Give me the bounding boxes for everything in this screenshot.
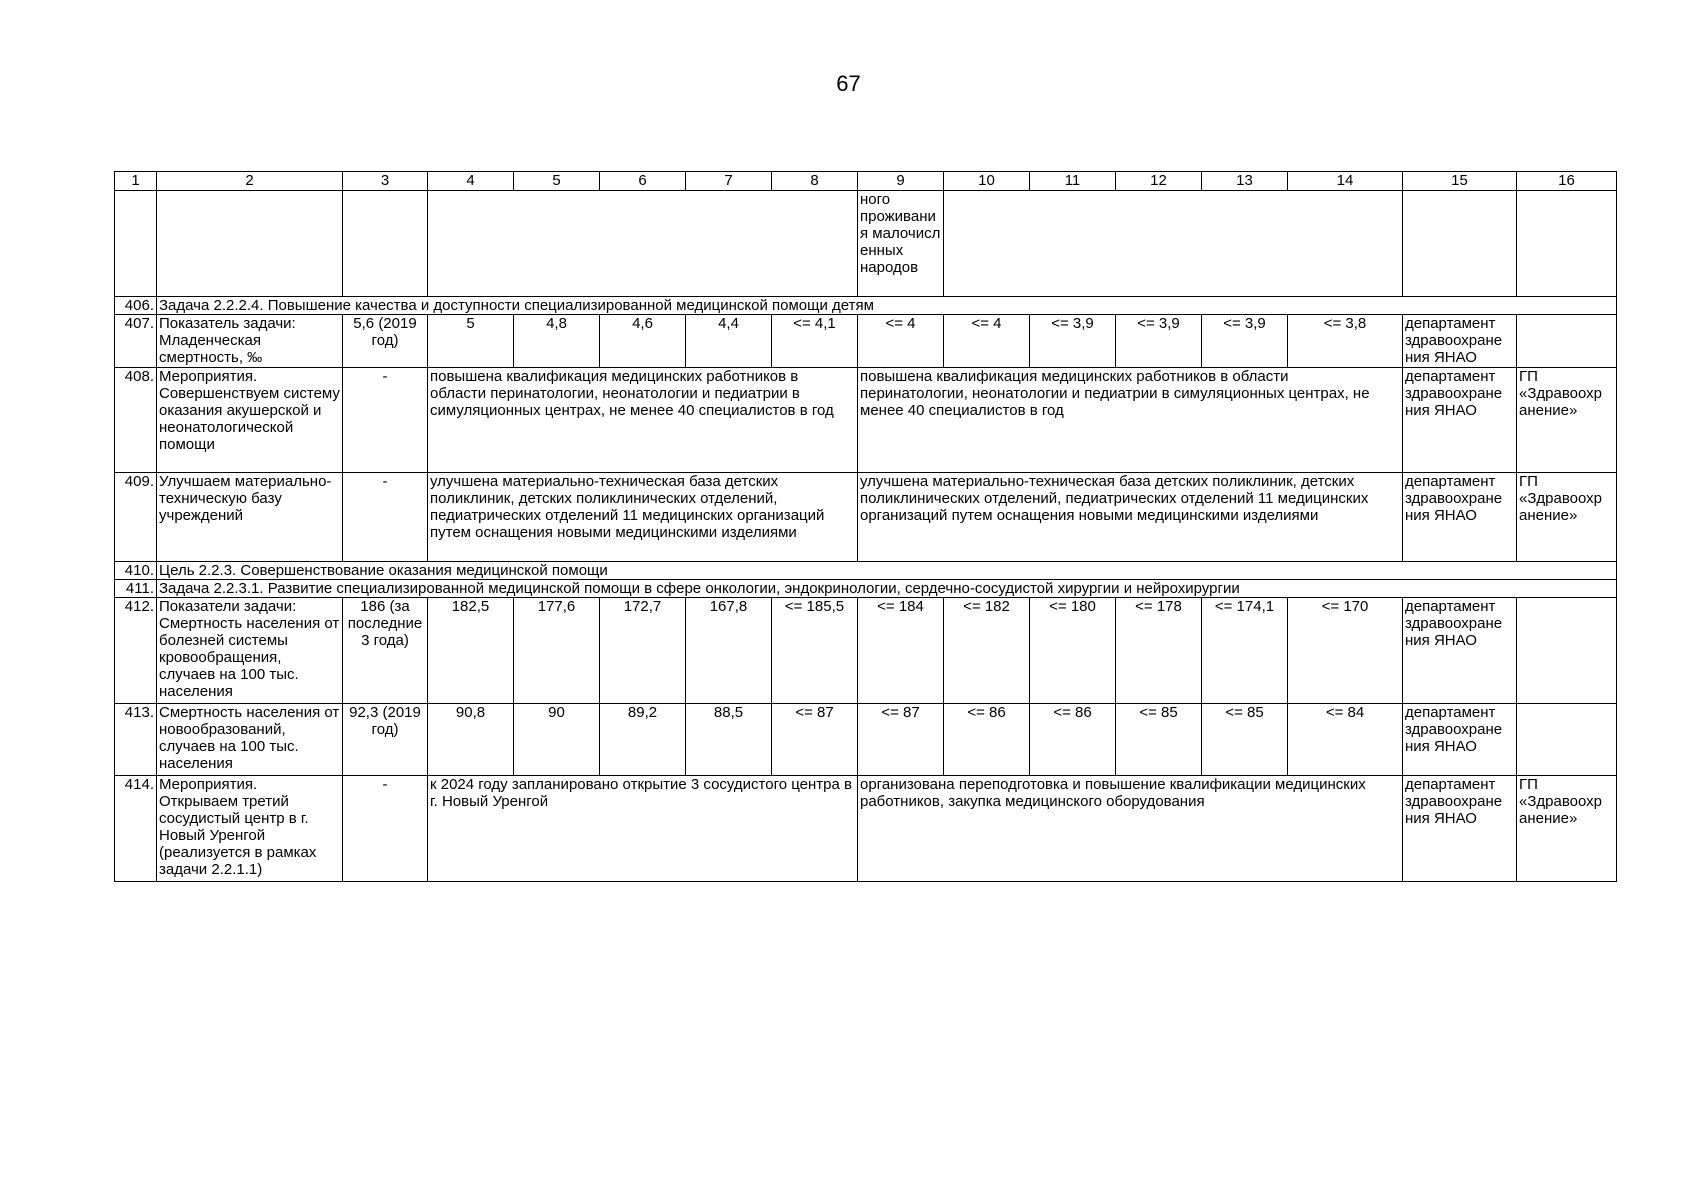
responsible-cell: департамент здравоохране ния ЯНАО	[1403, 315, 1517, 368]
result-text-right: повышена квалификация медицинских работников в области перинатологии, неонатологии и педиатрии в симуляционных центрах, не менее 40 специалистов в год	[858, 368, 1403, 473]
table-row-408	[115, 368, 1617, 473]
header-cell: 4	[428, 172, 514, 191]
value-cell: 177,6	[514, 598, 600, 704]
row-number: 409.	[115, 473, 157, 562]
goal-heading: Цель 2.2.3. Совершенствование оказания медицинской помощи	[157, 562, 1617, 580]
value-cell: <= 4	[858, 315, 944, 368]
value-cell: <= 4	[944, 315, 1030, 368]
header-cell: 2	[157, 172, 343, 191]
header-cell: 16	[1517, 172, 1617, 191]
table-row-continuation	[115, 191, 1617, 297]
header-cell: 5	[514, 172, 600, 191]
table-row-406	[115, 297, 1617, 315]
value-cell: <= 86	[1030, 704, 1116, 776]
value-cell: <= 185,5	[772, 598, 858, 704]
value-cell: 90,8	[428, 704, 514, 776]
responsible-cell: департамент здравоохране ния ЯНАО	[1403, 368, 1517, 473]
value-cell: <= 87	[858, 704, 944, 776]
row-number: 411.	[115, 580, 157, 598]
row-number: 410.	[115, 562, 157, 580]
result-text-left: к 2024 году запланировано открытие 3 сосудистого центра в г. Новый Уренгой	[428, 776, 858, 882]
activity-name: Мероприятия. Открываем третий сосудистый центр в г. Новый Уренгой (реализуется в рамках задачи 2.2.1.1)	[157, 776, 343, 882]
row-number: 413.	[115, 704, 157, 776]
table-row-407	[115, 315, 1617, 368]
header-row	[115, 172, 1617, 191]
value-cell: <= 3,9	[1116, 315, 1202, 368]
header-cell: 7	[686, 172, 772, 191]
indicator-name: Показатель задачи: Младенческая смертность, ‰	[157, 315, 343, 368]
value-cell: 4,4	[686, 315, 772, 368]
value-cell: <= 184	[858, 598, 944, 704]
responsible-cell: департамент здравоохране ния ЯНАО	[1403, 776, 1517, 882]
value-cell: <= 174,1	[1202, 598, 1288, 704]
row-number: 407.	[115, 315, 157, 368]
page-number: 67	[836, 71, 861, 96]
value-cell: <= 3,8	[1288, 315, 1403, 368]
cell-continued-text: ного проживани я малочисл енных народов	[858, 191, 944, 297]
base-value: -	[343, 776, 428, 882]
value-cell: 167,8	[686, 598, 772, 704]
row-number: 412.	[115, 598, 157, 704]
value-cell: 182,5	[428, 598, 514, 704]
value-cell: <= 4,1	[772, 315, 858, 368]
value-cell: 5	[428, 315, 514, 368]
value-cell: <= 182	[944, 598, 1030, 704]
row-number: 414.	[115, 776, 157, 882]
value-cell: <= 86	[944, 704, 1030, 776]
program-cell	[1517, 598, 1617, 704]
program-cell	[1517, 704, 1617, 776]
header-cell: 13	[1202, 172, 1288, 191]
value-cell: <= 3,9	[1202, 315, 1288, 368]
value-cell: <= 85	[1116, 704, 1202, 776]
activity-name: Улучшаем материально-техническую базу учреждений	[157, 473, 343, 562]
task-heading: Задача 2.2.3.1. Развитие специализированной медицинской помощи в сфере онкологии, эндокринологии, сердечно-сосудистой хирургии и нейрохирургии	[157, 580, 1617, 598]
row-number: 406.	[115, 297, 157, 315]
header-cell: 8	[772, 172, 858, 191]
header-cell: 10	[944, 172, 1030, 191]
program-cell: ГП «Здравоохр анение»	[1517, 473, 1617, 562]
table-row-409	[115, 473, 1617, 562]
value-cell: 89,2	[600, 704, 686, 776]
header-cell: 15	[1403, 172, 1517, 191]
header-cell: 3	[343, 172, 428, 191]
result-text-left: улучшена материально-техническая база детских поликлиник, детских поликлинических отделений, педиатрических отделений 11 медицинских организаций путем оснащения новыми медицинскими изделиями	[428, 473, 858, 562]
responsible-cell: департамент здравоохране ния ЯНАО	[1403, 598, 1517, 704]
value-cell: 90	[514, 704, 600, 776]
value-cell: <= 170	[1288, 598, 1403, 704]
table-row-411	[115, 580, 1617, 598]
value-cell: <= 84	[1288, 704, 1403, 776]
result-text-left: повышена квалификация медицинских работников в области перинатологии, неонатологии и педиатрии в симуляционных центрах, не менее 40 специалистов в год	[428, 368, 858, 473]
program-table	[114, 171, 1617, 882]
responsible-cell: департамент здравоохране ния ЯНАО	[1403, 473, 1517, 562]
result-text-right: улучшена материально-техническая база детских поликлиник, детских поликлинических отделений, педиатрических отделений 11 медицинских организаций путем оснащения новыми медицинскими изделиями	[858, 473, 1403, 562]
base-value: 5,6 (2019 год)	[343, 315, 428, 368]
program-cell: ГП «Здравоохр анение»	[1517, 776, 1617, 882]
indicator-name: Показатели задачи: Смертность населения от болезней системы кровообращения, случаев на 100 тыс. населения	[157, 598, 343, 704]
value-cell: <= 178	[1116, 598, 1202, 704]
value-cell: 4,8	[514, 315, 600, 368]
base-value: -	[343, 473, 428, 562]
value-cell: <= 3,9	[1030, 315, 1116, 368]
base-value: 92,3 (2019 год)	[343, 704, 428, 776]
header-cell: 12	[1116, 172, 1202, 191]
table-row-412	[115, 598, 1617, 704]
value-cell: <= 85	[1202, 704, 1288, 776]
activity-name: Мероприятия. Совершенствуем систему оказания акушерской и неонатологической помощи	[157, 368, 343, 473]
base-value: -	[343, 368, 428, 473]
value-cell: 172,7	[600, 598, 686, 704]
value-cell: 88,5	[686, 704, 772, 776]
indicator-name: Смертность населения от новообразований, случаев на 100 тыс. населения	[157, 704, 343, 776]
responsible-cell: департамент здравоохране ния ЯНАО	[1403, 704, 1517, 776]
header-cell: 11	[1030, 172, 1116, 191]
row-number: 408.	[115, 368, 157, 473]
program-cell: ГП «Здравоохр анение»	[1517, 368, 1617, 473]
base-value: 186 (за последние 3 года)	[343, 598, 428, 704]
value-cell: <= 180	[1030, 598, 1116, 704]
result-text-right: организована переподготовка и повышение квалификации медицинских работников, закупка медицинского оборудования	[858, 776, 1403, 882]
value-cell: 4,6	[600, 315, 686, 368]
task-heading: Задача 2.2.2.4. Повышение качества и доступности специализированной медицинской помощи детям	[157, 297, 1617, 315]
table-row-413	[115, 704, 1617, 776]
table-row-414	[115, 776, 1617, 882]
program-cell	[1517, 315, 1617, 368]
table-row-410	[115, 562, 1617, 580]
value-cell: <= 87	[772, 704, 858, 776]
header-cell: 6	[600, 172, 686, 191]
header-cell: 9	[858, 172, 944, 191]
header-cell: 14	[1288, 172, 1403, 191]
header-cell: 1	[115, 172, 157, 191]
